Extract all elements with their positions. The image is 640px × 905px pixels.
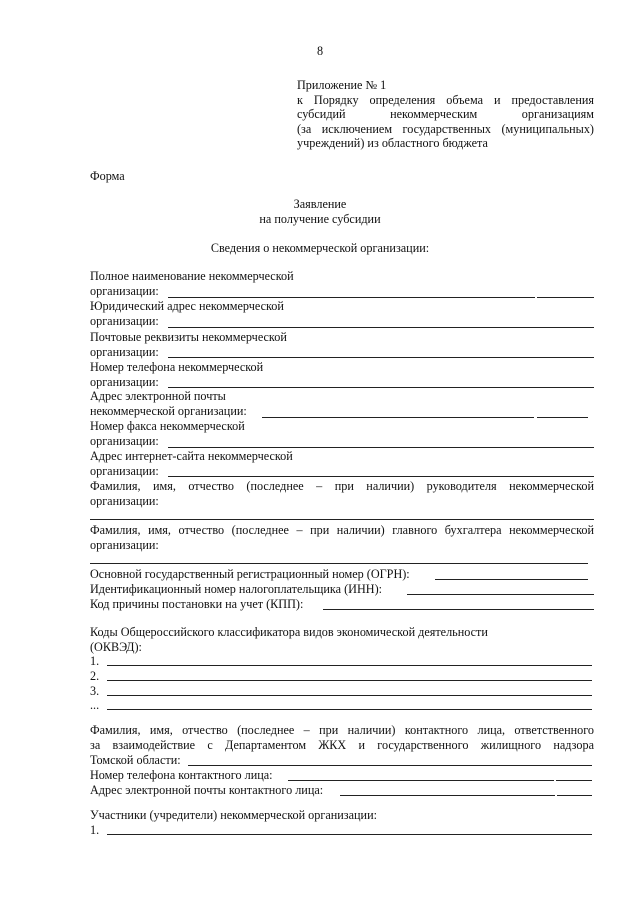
okved-field-more[interactable]: [107, 709, 592, 710]
contact-name-field[interactable]: [188, 765, 592, 766]
phone-field[interactable]: [168, 387, 594, 388]
okved-field-3[interactable]: [107, 695, 592, 696]
contact-email-field[interactable]: [340, 795, 555, 796]
accountant-field[interactable]: [90, 563, 588, 564]
fax-label-2: организации:: [90, 434, 159, 448]
website-label-2: организации:: [90, 464, 159, 478]
statement-subtitle: на получение субсидии: [259, 212, 381, 226]
contact-phone-field[interactable]: [288, 780, 554, 781]
okved-item-number: 1.: [90, 654, 100, 668]
contact-email-field-tail[interactable]: [557, 795, 592, 796]
okved-item-number: 3.: [90, 684, 100, 698]
appendix-line: (за исключением государственных (муниципальных): [297, 121, 594, 136]
accountant-label: Фамилия, имя, отчество (последнее – при наличии) главного бухгалтера некоммерческой: [90, 523, 594, 537]
appendix-line: учреждений) из областного бюджета: [297, 136, 488, 150]
appendix-block: [297, 78, 594, 151]
full-name-field-tail[interactable]: [537, 297, 594, 298]
okved-item-ellipsis: ...: [90, 698, 100, 712]
postal-details-label: Почтовые реквизиты некоммерческой: [90, 330, 287, 344]
ogrn-label: Основной государственный регистрационный номер (ОГРН):: [90, 567, 410, 581]
contact-label-3: Томской области:: [90, 753, 181, 767]
fax-label: Номер факса некоммерческой: [90, 419, 245, 433]
legal-address-label-2: организации:: [90, 314, 159, 328]
legal-address-field[interactable]: [168, 327, 594, 328]
email-label: Адрес электронной почты: [90, 389, 226, 403]
legal-address-label: Юридический адрес некоммерческой: [90, 299, 284, 313]
okved-label-2: (ОКВЭД):: [90, 640, 142, 654]
founders-field-1[interactable]: [107, 834, 592, 835]
email-field-tail[interactable]: [537, 417, 588, 418]
founders-item-number: 1.: [90, 823, 100, 837]
form-label: Форма: [90, 169, 125, 183]
kpp-field[interactable]: [323, 609, 594, 610]
email-field[interactable]: [262, 417, 534, 418]
contact-email-label: Адрес электронной почты контактного лица:: [90, 783, 324, 797]
okved-label: Коды Общероссийского классификатора видов экономической деятельности: [90, 625, 488, 639]
okved-item-number: 2.: [90, 669, 100, 683]
phone-label: Номер телефона некоммерческой: [90, 360, 264, 374]
postal-details-label-2: организации:: [90, 345, 159, 359]
website-field[interactable]: [168, 476, 594, 477]
statement-title: Заявление: [293, 197, 347, 211]
fax-field[interactable]: [168, 447, 594, 448]
full-name-label-2: организации:: [90, 284, 159, 298]
ogrn-field[interactable]: [435, 579, 588, 580]
contact-phone-field-tail[interactable]: [556, 780, 592, 781]
appendix-line: к Порядку определения объема и предоставления: [297, 92, 594, 107]
inn-label: Идентификационный номер налогоплательщика (ИНН):: [90, 582, 383, 596]
accountant-label-2: организации:: [90, 538, 159, 552]
phone-label-2: организации:: [90, 375, 159, 389]
full-name-label: Полное наименование некоммерческой: [90, 269, 294, 283]
page-number: 8: [316, 44, 324, 58]
section-title: Сведения о некоммерческой организации:: [210, 241, 430, 255]
contact-label: Фамилия, имя, отчество (последнее – при наличии) контактного лица, ответственного: [90, 723, 594, 737]
contact-phone-label: Номер телефона контактного лица:: [90, 768, 273, 782]
contact-label-2: за взаимодействие с Департаментом ЖКХ и государственного жилищного надзора: [90, 738, 594, 752]
full-name-field[interactable]: [168, 297, 535, 298]
email-label-2: некоммерческой организации:: [90, 404, 247, 418]
director-label: Фамилия, имя, отчество (последнее – при наличии) руководителя некоммерческой: [90, 479, 594, 493]
website-label: Адрес интернет-сайта некоммерческой: [90, 449, 293, 463]
okved-field-1[interactable]: [107, 665, 592, 666]
okved-field-2[interactable]: [107, 680, 592, 681]
appendix-line: субсидий некоммерческим организациям: [297, 107, 594, 121]
director-field[interactable]: [90, 519, 594, 520]
kpp-label: Код причины постановки на учет (КПП):: [90, 597, 304, 611]
inn-field[interactable]: [407, 594, 594, 595]
appendix-title: Приложение № 1: [297, 78, 387, 92]
founders-label: Участники (учредители) некоммерческой организации:: [90, 808, 377, 822]
director-label-2: организации:: [90, 494, 159, 508]
postal-details-field[interactable]: [168, 357, 594, 358]
